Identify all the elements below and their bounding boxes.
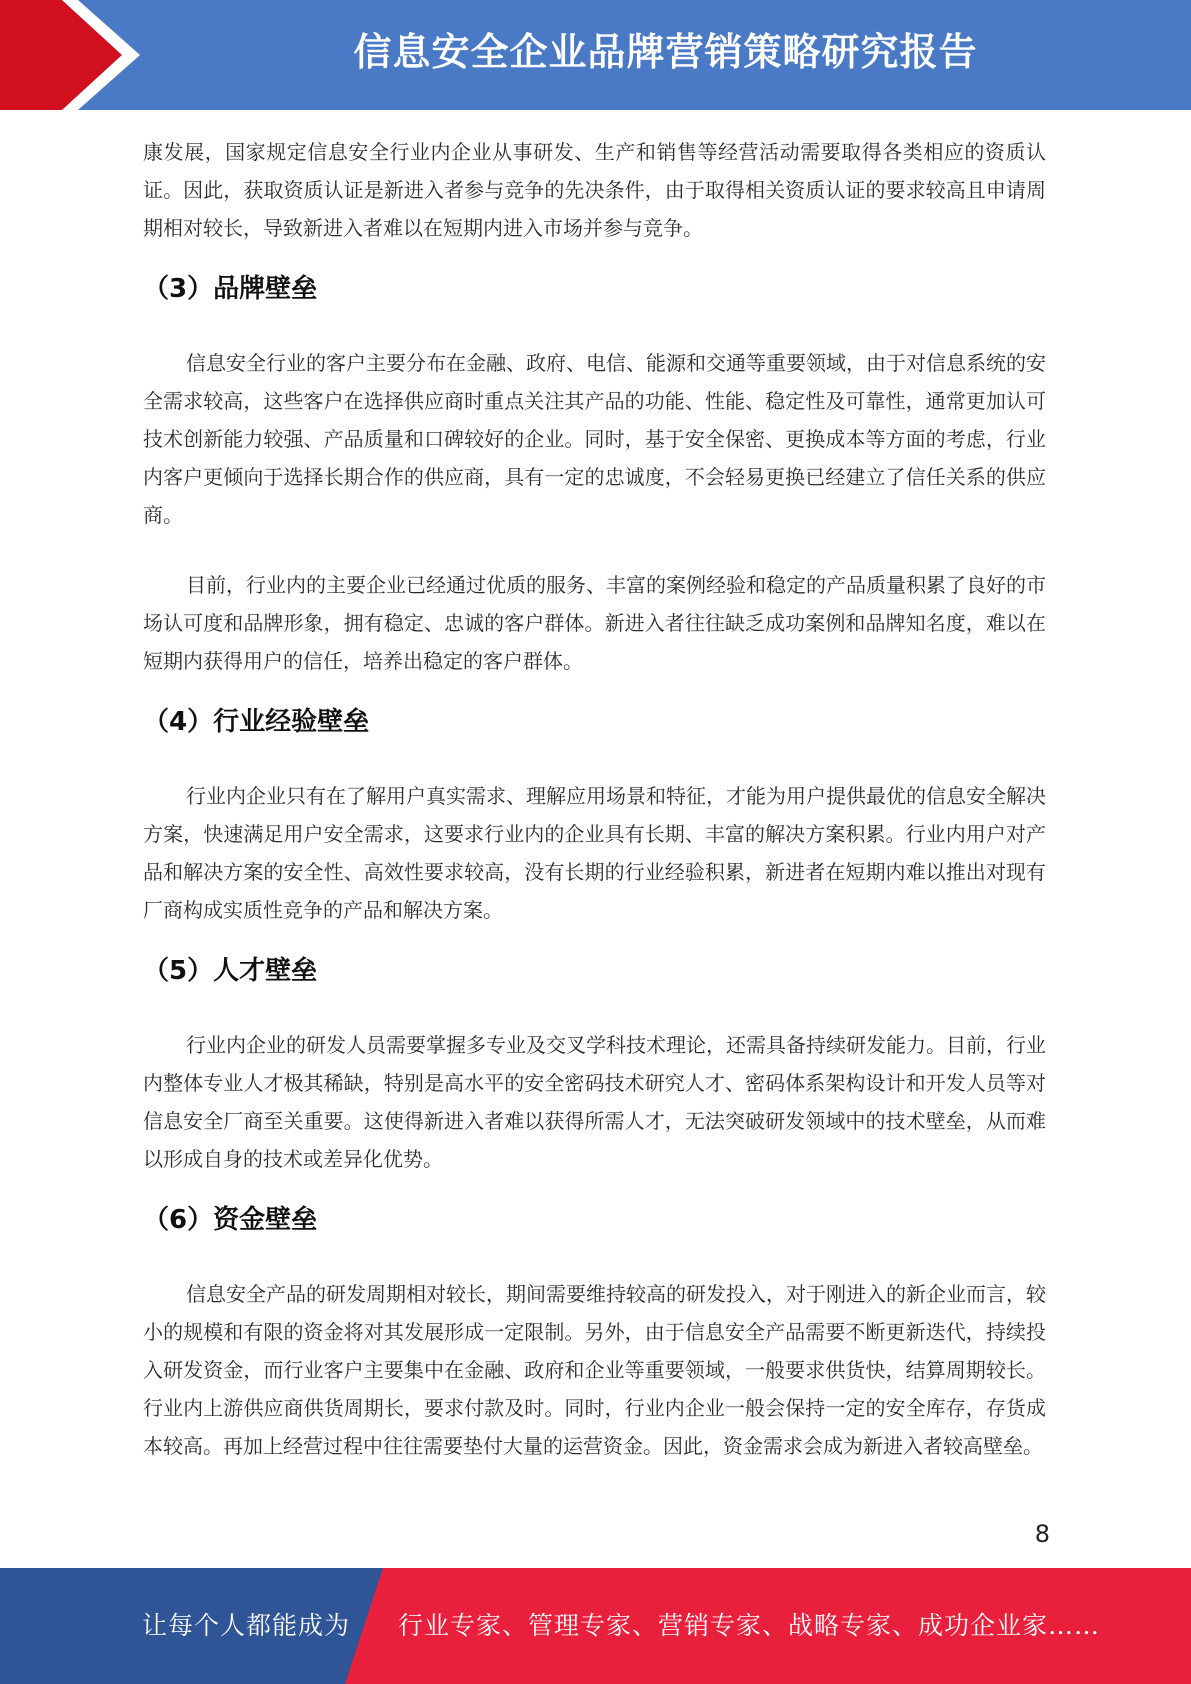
page-footer [0,1568,1191,1684]
page-number: 8 [1034,1520,1050,1548]
header-arrow-icon [0,0,160,110]
section-heading-brand-barrier: （3）品牌壁垒 [143,274,318,304]
paragraph-capital: 信息安全产品的研发周期相对较长，期间需要维持较高的研发投入，对于刚进入的新企业而言，较小的规模和有限的资金将对其发展形成一定限制。另外，由于信息安全产品需要不断更新迭代，持续投入研发资金，而行业客户主要集中在金融、政府和企业等重要领域，一般要求供货快，结算周期较长。行业内上游供应商供货周期长，要求付款及时。同时，行业内企业一般会保持一定的安全库存，存货成本较高。再加上经营过程中往往需要垫付大量的运营资金。因此，资金需求会成为新进入者较高壁垒。 [143,1282,1046,1458]
paragraph-brand-2: 目前，行业内的主要企业已经通过优质的服务、丰富的案例经验和稳定的产品质量积累了良好的市场认可度和品牌形象，拥有稳定、忠诚的客户群体。新进入者往往缺乏成功案例和品牌知名度，难以在短期内获得用户的信任，培养出稳定的客户群体。 [143,573,1046,673]
paragraph-talent: 行业内企业的研发人员需要掌握多专业及交叉学科技术理论，还需具备持续研发能力。目前，行业内整体专业人才极其稀缺，特别是高水平的安全密码技术研究人才、密码体系架构设计和开发人员等对信息安全厂商至关重要。这使得新进入者难以获得所需人才，无法突破研发领域中的技术壁垒，从而难以形成自身的技术或差异化优势。 [143,1033,1046,1171]
footer-slogan-left: 让每个人都能成为 [142,1611,351,1640]
section-heading-talent-barrier: （5）人才壁垒 [143,956,318,986]
section-heading-experience-barrier: （4）行业经验壁垒 [143,707,370,737]
paragraph-experience: 行业内企业只有在了解用户真实需求、理解应用场景和特征，才能为用户提供最优的信息安全解决方案，快速满足用户安全需求，这要求行业内的企业具有长期、丰富的解决方案积累。行业内用户对产品和解决方案的安全性、高效性要求较高，没有长期的行业经验积累，新进者在短期内难以推出对现有厂商构成实质性竞争的产品和解决方案。 [143,784,1046,922]
page-header [0,0,1191,110]
section-heading-capital-barrier: （6）资金壁垒 [143,1205,318,1235]
document-title: 信息安全企业品牌营销策略研究报告 [353,30,978,74]
paragraph-qualification: 康发展，国家规定信息安全行业内企业从事研发、生产和销售等经营活动需要取得各类相应的资质认证。因此，获取资质认证是新进入者参与竞争的先决条件，由于取得相关资质认证的要求较高且申请周期相对较长，导致新进入者难以在短期内进入市场并参与竞争。 [143,140,1046,240]
footer-slogan-right: 行业专家、管理专家、营销专家、战略专家、成功企业家…… [398,1611,1101,1640]
paragraph-brand-1: 信息安全行业的客户主要分布在金融、政府、电信、能源和交通等重要领域，由于对信息系统的安全需求较高，这些客户在选择供应商时重点关注其产品的功能、性能、稳定性及可靠性，通常更加认可技术创新能力较强、产品质量和口碑较好的企业。同时，基于安全保密、更换成本等方面的考虑，行业内客户更倾向于选择长期合作的供应商，具有一定的忠诚度，不会轻易更换已经建立了信任关系的供应商。 [143,351,1046,527]
main-content [143,133,1046,1465]
